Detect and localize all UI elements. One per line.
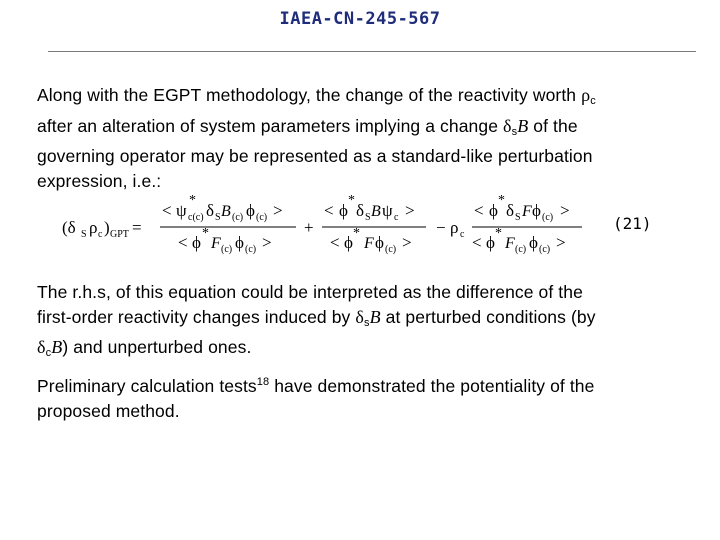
text-run: first-order reactivity changes induced by [37,306,356,327]
header-divider [48,51,696,52]
equation-number: (21) [613,214,652,233]
svg-text:S: S [515,212,521,223]
svg-text:S: S [365,212,371,223]
svg-text:ψ: ψ [176,201,187,220]
text-run: Along with the EGPT methodology, the change of the reactivity worth [37,85,582,105]
svg-text:<: < [324,201,334,220]
text-run: of the [528,115,578,136]
equation-term-1 [160,193,296,255]
svg-text:=: = [132,218,142,237]
equation-term-2 [322,193,426,255]
svg-text:>: > [405,201,415,220]
delta-symbol: δ [37,337,46,357]
svg-text:δ: δ [506,201,515,220]
svg-text:<: < [162,201,172,220]
equation-21 [60,186,600,266]
paragraph-line [37,114,687,145]
svg-text:<: < [472,233,482,252]
plus-sign: + [304,218,314,237]
text-run: at perturbed conditions (by [380,306,596,327]
svg-text:(c): (c) [542,212,554,223]
svg-text:*: * [498,193,505,208]
svg-text:δ: δ [206,201,215,220]
svg-text:c(c): c(c) [188,212,204,223]
operator-symbol: B [369,306,381,327]
svg-text:ϕ: ϕ [486,233,495,252]
svg-text:F: F [522,203,532,220]
svg-text:*: * [189,193,196,208]
svg-text:F: F [505,235,515,252]
rho-symbol: ρ [581,85,591,105]
paragraph-line: expression, i.e.: [37,170,162,191]
svg-text:c: c [98,229,103,240]
svg-text:F: F [211,235,221,252]
svg-text:B: B [221,203,231,220]
text-run: after an alteration of system parameters implying a change [37,115,503,136]
svg-text:ϕ: ϕ [192,233,201,252]
text-run: ) and unperturbed ones. [62,337,252,357]
paragraph-line [37,83,687,114]
svg-text:ϕ: ϕ [339,201,348,220]
svg-text:<: < [178,233,188,252]
svg-text:ρ: ρ [89,218,98,237]
svg-text:(c): (c) [232,212,244,223]
text-run: Preliminary calculation tests [37,376,257,396]
svg-text:*: * [202,226,209,241]
equation-lhs [62,218,142,240]
svg-text:GPT: GPT [110,229,129,240]
paragraph-line: governing operator may be represented as a standard-like perturbation [37,146,593,166]
svg-text:>: > [556,233,566,252]
text-run: have demonstrated the potentiality of the [269,376,595,396]
svg-text:>: > [402,233,412,252]
svg-text:F: F [364,235,374,252]
svg-text:ϕ: ϕ [375,233,384,252]
svg-text:S: S [81,229,87,240]
subscript: c [45,347,52,359]
delta-symbol: δ [355,306,364,327]
citation-superscript: 18 [256,376,270,388]
svg-text:(c): (c) [539,244,551,255]
svg-text:δ: δ [356,201,365,220]
svg-text:ϕ: ϕ [235,233,244,252]
paragraph-preliminary [37,370,687,423]
paragraph-line [37,305,687,336]
paragraph-intro [37,83,687,193]
svg-text:(c): (c) [385,244,397,255]
minus-rho [436,218,465,240]
operator-symbol: B [517,115,529,136]
svg-text:<: < [474,201,484,220]
svg-text:(c): (c) [256,212,268,223]
svg-text:c: c [460,229,465,240]
svg-text:<: < [330,233,340,252]
paragraph-line [37,335,687,366]
svg-text:ψ: ψ [382,201,393,220]
svg-text:>: > [273,201,283,220]
svg-text:ϕ: ϕ [344,233,353,252]
subscript: s [511,125,518,138]
svg-text:): ) [104,218,110,237]
svg-text:c: c [394,212,399,223]
delta-symbol: δ [503,115,512,136]
svg-text:ϕ: ϕ [246,201,255,220]
paragraph-line: The r.h.s, of this equation could be interpreted as the difference of the [37,282,583,302]
svg-text:S: S [215,212,221,223]
svg-text:(c): (c) [245,244,257,255]
svg-text:B: B [371,203,381,220]
paragraph-line [37,370,687,399]
svg-text:−: − [436,218,446,237]
svg-text:*: * [495,226,502,241]
paragraph-line: proposed method. [37,400,180,421]
paragraph-interpretation [37,280,687,366]
svg-text:(c): (c) [515,244,527,255]
subscript: c [590,95,596,107]
svg-text:*: * [353,226,360,241]
svg-text:>: > [560,201,570,220]
svg-text:ρ: ρ [450,218,459,237]
svg-text:ϕ: ϕ [529,233,538,252]
svg-text:ϕ: ϕ [489,201,498,220]
svg-text:(c): (c) [221,244,233,255]
svg-text:ϕ: ϕ [532,201,541,220]
svg-text:(δ: (δ [62,218,76,237]
operator-symbol: B [51,337,63,357]
subscript: s [363,316,370,329]
document-header-title: IAEA-CN-245-567 [279,9,441,29]
svg-text:*: * [348,193,355,208]
equation-term-3 [472,193,582,255]
svg-text:>: > [262,233,272,252]
